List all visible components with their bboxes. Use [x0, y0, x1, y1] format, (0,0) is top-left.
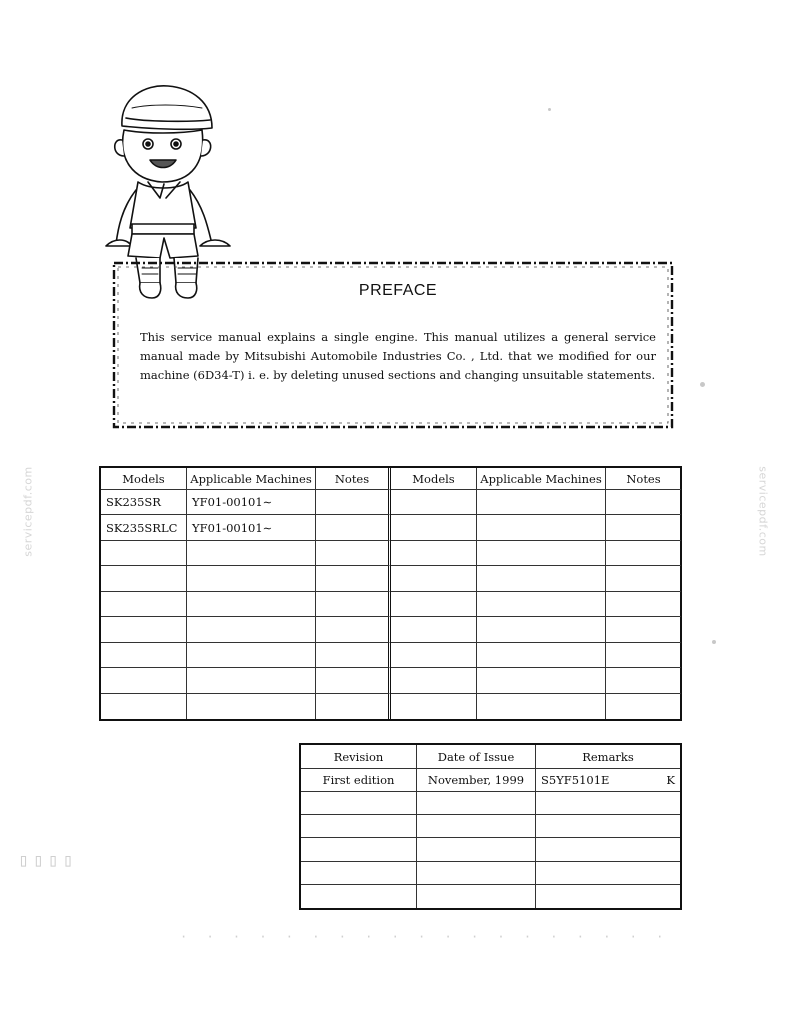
revision-table-cell: First edition — [301, 769, 417, 792]
models-table-cell — [101, 668, 187, 693]
revision-table-cell: November, 1999 — [417, 769, 536, 792]
models-table-header: Applicable Machines — [187, 468, 316, 490]
watermark-right: servicepdf.com — [756, 466, 770, 557]
models-table-header: Models — [101, 468, 187, 490]
models-table-cell — [391, 490, 477, 515]
models-table-cell — [316, 566, 391, 591]
revision-table-cell — [301, 815, 417, 838]
revision-table-header: Remarks — [536, 745, 680, 769]
revision-table-cell — [536, 885, 680, 908]
models-table-cell: SK235SR — [101, 490, 187, 515]
scan-artifact: ▯▯▯▯ — [18, 850, 78, 871]
remarks-code: S5YF5101E — [541, 773, 610, 788]
revision-table-cell — [301, 792, 417, 815]
models-table-cell: YF01-00101∼ — [187, 515, 316, 540]
revision-table-header: Revision — [301, 745, 417, 769]
preface-title: PREFACE — [358, 282, 438, 299]
revision-table-cell — [536, 815, 680, 838]
models-table-cell — [477, 592, 606, 617]
models-table-cell — [391, 592, 477, 617]
scan-artifact: · · · · · · · · · · · · · · · · · · · — [180, 930, 670, 944]
models-table-cell — [187, 668, 316, 693]
models-table-cell — [606, 617, 681, 642]
models-table-cell — [477, 694, 606, 719]
models-table-header: Notes — [606, 468, 681, 490]
models-table-cell — [606, 694, 681, 719]
models-table-cell — [316, 694, 391, 719]
models-table-cell — [187, 541, 316, 566]
models-table-cell — [187, 592, 316, 617]
revision-table-cell — [301, 838, 417, 861]
models-table-cell — [391, 643, 477, 668]
models-table-cell — [187, 694, 316, 719]
revision-table-cell — [417, 862, 536, 885]
models-table-cell — [316, 490, 391, 515]
models-table-cell — [101, 694, 187, 719]
revision-table-cell — [536, 862, 680, 885]
models-table-cell — [477, 668, 606, 693]
models-table-cell — [477, 515, 606, 540]
remarks-mark: K — [666, 773, 675, 788]
revision-table — [299, 743, 682, 910]
preface-frame — [112, 258, 676, 432]
revision-table-cell — [301, 885, 417, 908]
models-table-cell — [606, 592, 681, 617]
models-table-cell — [187, 643, 316, 668]
models-table-cell — [316, 668, 391, 693]
models-table-header: Notes — [316, 468, 391, 490]
revision-table-cell — [536, 769, 680, 792]
models-table-cell: YF01-00101∼ — [187, 490, 316, 515]
models-table — [99, 466, 682, 721]
revision-table-cell — [417, 838, 536, 861]
models-table-cell — [477, 643, 606, 668]
models-table-cell — [187, 566, 316, 591]
models-table-cell — [606, 566, 681, 591]
revision-table-cell — [301, 862, 417, 885]
revision-table-cell — [536, 792, 680, 815]
models-table-cell — [101, 541, 187, 566]
models-table-cell — [391, 541, 477, 566]
models-table-cell — [187, 617, 316, 642]
models-table-cell — [606, 541, 681, 566]
models-table-cell — [391, 617, 477, 642]
models-table-cell — [316, 515, 391, 540]
revision-table-cell — [417, 885, 536, 908]
models-table-cell — [477, 541, 606, 566]
revision-table-header: Date of Issue — [417, 745, 536, 769]
models-table-cell — [477, 617, 606, 642]
models-table-cell — [101, 592, 187, 617]
models-table-header: Applicable Machines — [477, 468, 606, 490]
models-table-cell — [316, 617, 391, 642]
models-table-cell: SK235SRLC — [101, 515, 187, 540]
models-table-header: Models — [391, 468, 477, 490]
revision-table-cell — [417, 815, 536, 838]
revision-table-cell — [417, 792, 536, 815]
scan-speck — [548, 108, 551, 111]
models-table-cell — [316, 541, 391, 566]
models-table-cell — [391, 694, 477, 719]
models-table-cell — [316, 592, 391, 617]
models-table-cell — [391, 566, 477, 591]
models-table-cell — [391, 515, 477, 540]
scan-speck — [700, 382, 705, 387]
models-table-cell — [606, 643, 681, 668]
scan-speck — [712, 640, 716, 644]
models-table-cell — [391, 668, 477, 693]
models-table-cell — [477, 490, 606, 515]
models-table-cell — [101, 617, 187, 642]
watermark-left: servicepdf.com — [21, 466, 35, 557]
models-table-cell — [477, 566, 606, 591]
models-table-cell — [101, 566, 187, 591]
revision-table-cell — [536, 838, 680, 861]
preface-body: This service manual explains a single engine. This manual utilizes a general service manual made by Mitsubishi Automobile Industries Co. , Ltd. that we modified for our machine (6D34-T) i. e. by deleting unused sections and changing unsuitable statements. — [140, 330, 656, 382]
models-table-cell — [101, 643, 187, 668]
models-table-cell — [606, 490, 681, 515]
models-table-cell — [316, 643, 391, 668]
models-table-cell — [606, 515, 681, 540]
models-table-cell — [606, 668, 681, 693]
